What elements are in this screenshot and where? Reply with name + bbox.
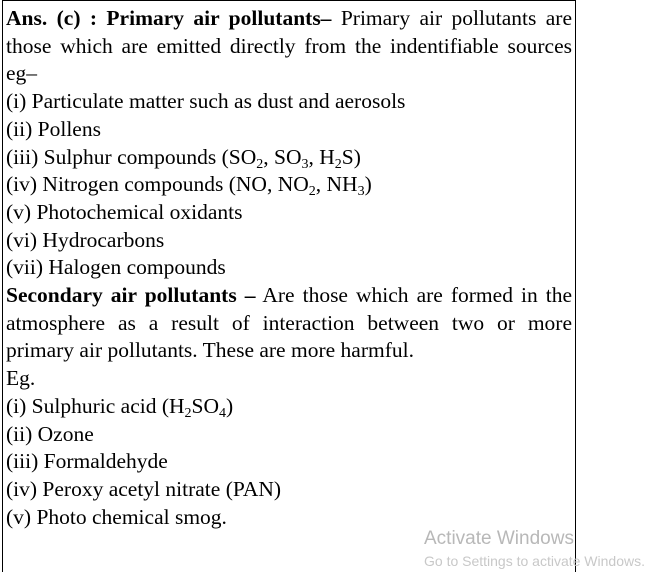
primary-item-7 (6, 254, 572, 282)
primary-item-3-text: , H (308, 144, 335, 169)
primary-item-1 (6, 88, 572, 116)
subscript: 3 (357, 184, 365, 200)
primary-item-6 (6, 227, 572, 255)
primary-item-3 (6, 144, 572, 172)
primary-item-3-text: , SO (263, 144, 302, 169)
primary-item-2-text: (ii) Pollens (6, 116, 101, 141)
primary-item-4-text: (iv) Nitrogen compounds (NO, NO (6, 172, 309, 197)
secondary-item-2 (6, 421, 572, 449)
subscript: 2 (308, 184, 316, 200)
secondary-item-1-text: (i) Sulphuric acid (H (6, 393, 185, 418)
activate-windows-watermark: Activate Windows (424, 528, 574, 549)
subscript: 2 (184, 405, 192, 421)
subscript: 2 (334, 156, 342, 172)
subscript: 3 (301, 156, 309, 172)
primary-item-3-text: S) (341, 144, 361, 169)
answer-content (6, 5, 572, 531)
primary-item-3-text: (iii) Sulphur compounds (SO (6, 144, 257, 169)
secondary-item-2-text: (ii) Ozone (6, 421, 94, 446)
secondary-heading: Secondary air pollutants – (6, 283, 256, 308)
primary-definition: Primary air pollutants are those which are emitted directly from the indentifiable sources eg– (6, 6, 572, 86)
secondary-definition-paragraph (6, 282, 572, 365)
primary-item-6-text: (vi) Hydrocarbons (6, 227, 165, 252)
primary-item-2 (6, 116, 572, 144)
secondary-item-3-text: (iii) Formaldehyde (6, 449, 168, 474)
primary-item-1-text: (i) Particulate matter such as dust and aerosols (6, 89, 406, 114)
answer-box-top-border (2, 0, 576, 3)
activate-windows-watermark-subtext: Go to Settings to activate Windows. (424, 553, 645, 569)
secondary-item-1 (6, 393, 572, 421)
answer-label: Ans. (c) : (6, 6, 107, 30)
primary-item-4 (6, 171, 572, 199)
secondary-item-4-text: (iv) Peroxy acetyl nitrate (PAN) (6, 476, 282, 501)
secondary-item-1-text: SO (191, 393, 220, 418)
secondary-definition: Are those which are formed in the atmosphere as a result of interaction between two or more primary air pollutants. These are more harmful. (6, 283, 572, 363)
primary-heading: Primary air pollutants– (106, 6, 332, 30)
primary-definition-paragraph (6, 5, 572, 88)
primary-item-5 (6, 199, 572, 227)
primary-item-4-text: , NH (315, 172, 358, 197)
secondary-item-4 (6, 476, 572, 504)
secondary-item-1-text: ) (226, 393, 234, 418)
secondary-item-3 (6, 448, 572, 476)
secondary-item-5-text: (v) Photo chemical smog. (6, 504, 227, 529)
subscript: 2 (256, 156, 264, 172)
primary-item-7-text: (vii) Halogen compounds (6, 255, 226, 280)
primary-item-4-text: ) (364, 172, 372, 197)
primary-item-5-text: (v) Photochemical oxidants (6, 199, 243, 224)
subscript: 4 (219, 405, 227, 421)
eg-label: Eg. (6, 366, 36, 391)
